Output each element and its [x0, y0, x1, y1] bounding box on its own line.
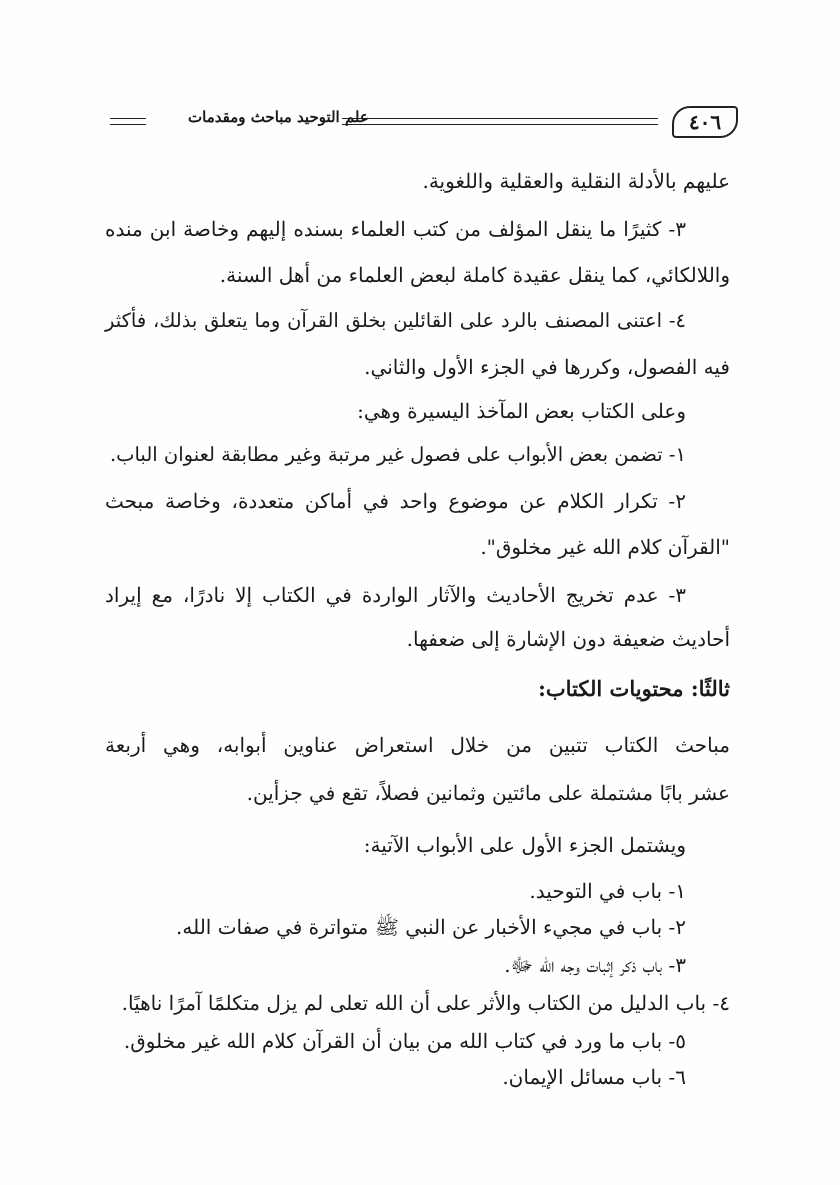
- page-number: ٤٠٦: [688, 110, 722, 134]
- header-rule: [342, 124, 658, 125]
- text-line: أحاديث ضعيفة دون الإشارة إلى ضعفها.: [406, 627, 730, 651]
- text-line: "القرآن كلام الله غير مخلوق".: [480, 535, 730, 559]
- list-item: ٤- باب الدليل من الكتاب والأثر على أن الله تعلى لم يزل متكلمًا آمرًا ناهيًا.: [121, 991, 730, 1015]
- text-line: ويشتمل الجزء الأول على الأبواب الآتية:: [363, 833, 686, 857]
- text-line: ١- تضمن بعض الأبواب على فصول غير مرتبة وغير مطابقة لعنوان الباب.: [109, 443, 686, 466]
- text-line: فيه الفصول، وكررها في الجزء الأول والثاني.: [364, 355, 730, 379]
- header-rule: [110, 124, 146, 125]
- list-item: ٢- باب في مجيء الأخبار عن النبي ﷺ متواترة في صفات الله.: [176, 915, 686, 939]
- text-line: مباحث الكتاب تتبين من خلال استعراض عناوين أبوابه، وهي أربعة: [105, 733, 730, 757]
- text-line: واللالكائي، كما ينقل عقيدة كاملة لبعض العلماء من أهل السنة.: [219, 263, 730, 287]
- header-rule: [342, 118, 658, 119]
- list-item: ٣- باب ذكر إثبات وجه الله ﷻ.: [504, 953, 686, 977]
- text-line: ٣- عدم تخريج الأحاديث والآثار الواردة في الكتاب إلا نادرًا، مع إيراد: [105, 583, 686, 607]
- section-heading: ثالثًا: محتويات الكتاب:: [538, 676, 730, 701]
- text-line: ٤- اعتنى المصنف بالرد على القائلين بخلق القرآن وما يتعلق بذلك، فأكثر: [105, 309, 686, 332]
- page-number-frame: [672, 106, 738, 138]
- text-line: ٣- كثيرًا ما ينقل المؤلف من كتب العلماء بسنده إليهم وخاصة ابن منده: [105, 217, 686, 241]
- text-line: عليهم بالأدلة النقلية والعقلية واللغوية.: [422, 169, 730, 193]
- list-item: ٥- باب ما ورد في كتاب الله من بيان أن القرآن كلام الله غير مخلوق.: [123, 1029, 686, 1053]
- text-line: وعلى الكتاب بعض المآخذ اليسيرة وهي:: [357, 399, 686, 423]
- header-rule: [110, 118, 146, 119]
- text-line: عشر بابًا مشتملة على مائتين وثمانين فصلاً، تقع في جزأين.: [246, 781, 730, 805]
- text-line: ٢- تكرار الكلام عن موضوع واحد في أماكن متعددة، وخاصة مبحث: [105, 489, 686, 513]
- list-item: ١- باب في التوحيد.: [529, 879, 686, 903]
- page-header: [110, 104, 738, 146]
- running-title: علم التوحيد مباحث ومقدمات: [188, 108, 369, 126]
- list-item: ٦- باب مسائل الإيمان.: [502, 1065, 686, 1089]
